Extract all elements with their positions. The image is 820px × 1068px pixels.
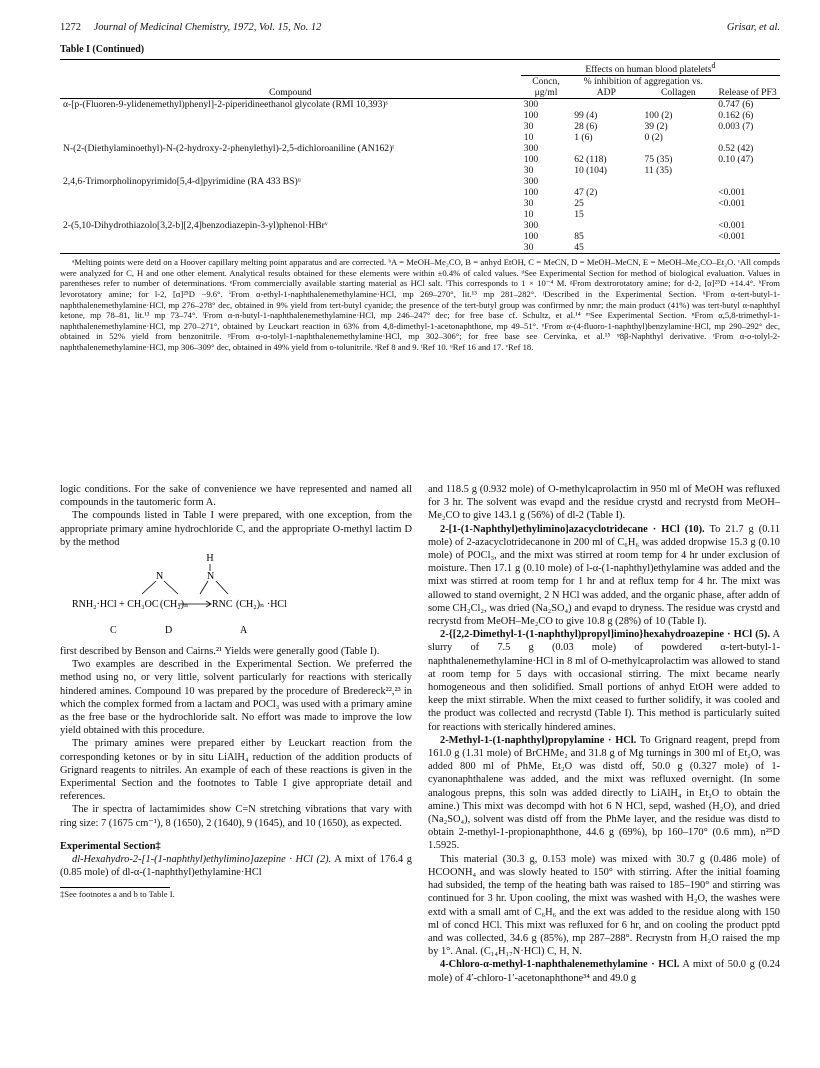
cell-adp: 10 (104) bbox=[574, 165, 607, 177]
cell-concn: 30 bbox=[523, 198, 534, 210]
cell-release: <0.001 bbox=[718, 231, 746, 243]
cell-compound bbox=[60, 209, 521, 220]
cell-compound bbox=[60, 187, 521, 198]
paragraph: Two examples are described in the Experimental Section. We preferred the method using no, or very little, solvent particularly for reactions with sterically hindered amines. Compound 10 was prepared by the procedure of Bredereck²²,²³ in which the complex formed from a lactam and POCl₃ was used with a primary amine as the free base or the hydrochloride salt. No effort was made to improve the low yield obtained with this procedure. bbox=[60, 659, 412, 737]
compound-title: 2-[1-(1-Naphthyl)ethylimino]azacyclotridecane · HCl (10). bbox=[440, 523, 705, 535]
cell-release bbox=[715, 132, 780, 143]
cell-collagen: 100 (2) bbox=[644, 110, 673, 122]
paragraph: 4-Chloro-α-methyl-1-naphthalenemethylamine · HCl. A mixt of 50.0 g (0.24 mole) of 4′-chloro-1′-acetonaphthone³⁴ and 49.0 g bbox=[428, 959, 780, 984]
cell-adp: 15 bbox=[574, 209, 584, 221]
cell-release: 0.003 (7) bbox=[718, 121, 754, 133]
paragraph: 2-{[2,2-Dimethyl-1-(1-naphthyl)propyl]imino}hexahydroazepine · HCl (5). A slurry of 7.5 g (0.03 mole) of powdered α-tert-butyl-1-naphthalenemethylamine·HCl in 8 ml of O-methylcaprolactim was allowed to stand at room temp for 5 days with occasional stirring. The mixt became nearly homogeneous and then solidified. Small portions of anhyd EtOH were added to keep the mixt stirrable. When the mixt ceased to further solidify, it was cooled and the product was collected and recrystd (Table I). This method is particularly suited for reactions with sterically hindered amines. bbox=[428, 629, 780, 733]
scheme-reactants: RNH₂·HCl + CH₃OC bbox=[72, 599, 159, 611]
paragraph: The primary amines were prepared either by Leuckart reaction from the corresponding ketones or by in situ LiAlH₄ reduction of the addition products of Grignard reagents to nitriles. An example of each of these reactions is given in the Experimental Section and the footnotes to Table I give appropriate detail and references. bbox=[60, 738, 412, 803]
cell-compound: 2,4,6-Trimorpholinopyrimido[5,4-d]pyrimidine (RA 433 BS)ᵘ bbox=[63, 176, 301, 188]
cell-concn: 30 bbox=[523, 242, 534, 254]
cell-concn: 100 bbox=[523, 110, 539, 122]
journal-citation: Journal of Medicinal Chemistry, 1972, Vol. 15, No. 12 bbox=[93, 22, 322, 33]
cell-adp: 99 (4) bbox=[574, 110, 598, 122]
col-collagen: Collagen bbox=[661, 87, 696, 99]
cell-collagen bbox=[641, 99, 715, 111]
cell-concn: 300 bbox=[523, 176, 539, 188]
paragraph: 2-[1-(1-Naphthyl)ethylimino]azacyclotridecane · HCl (10). To 21.7 g (0.11 mole) of 2-azacyclotridecanone in 200 ml of C₆H₆ was added dropwise 15.3 g (0.10 mole) of POCl₃, and the mixt was stirred at room temp for 4 hr under exclusion of moisture. Then 17.1 g (0.10 mole) of l-α-(1-naphthyl)ethylamine was added and the mixt was stirred at room temp for 1 hr and at reflux temp for 4 hr. The mixt was allowed to stand overnight, 2 N HCl was added, and the organic phase, after addn of some CH₂Cl₂, was dried (Na₂SO₄) and evapd to dryness. The residue was crystd and recrystd from MeOH–Me₂CO to give 10.8 g (28%) of 10 (Table I). bbox=[428, 523, 780, 628]
cell-compound bbox=[60, 154, 521, 165]
footnote: ‡See footnotes a and b to Table I. bbox=[60, 889, 175, 900]
cell-collagen: 75 (35) bbox=[644, 154, 673, 166]
cell-concn: 100 bbox=[523, 154, 539, 166]
cell-adp: 28 (6) bbox=[574, 121, 598, 133]
table-1 bbox=[60, 59, 780, 254]
cell-release: <0.001 bbox=[718, 198, 746, 210]
cell-concn: 300 bbox=[523, 143, 539, 155]
table-row bbox=[60, 154, 780, 165]
cell-concn: 30 bbox=[523, 121, 534, 133]
cell-compound: N-(2-(Diethylaminoethyl)-N-(2-hydroxy-2-phenylethyl)-2,5-dichloroaniline (AN162)ᵗ bbox=[63, 143, 395, 155]
cell-compound bbox=[60, 231, 521, 242]
paragraph: 2-Methyl-1-(1-naphthyl)propylamine · HCl. To Grignard reagent, prepd from 161.0 g (1.31 mole) of BrCHMe₂ and 31.8 g of Mg turnings in 300 ml of Et₂O, was added 800 ml of PhMe, Et₂O was distd off, 50.0 g (0.327 mole) of 1-cyanonaphthalene was added, and the mixt was refluxed overnight. (In some analogous prepns, this soln was added directly to LiAlH₄ in Et₂O to obtain the amine.) This mixt was decompd with hot 6 N HCl, sepd, washed (H₂O), and dried (Na₂SO₄), solvent was distd off from the PhMe layer, and the residue was distd to obtain 2-methyl-1-propionaphthone, 44.6 g (69%), bp 160–170° (0.6 mm), n²⁵D 1.5925. bbox=[428, 734, 780, 852]
cell-compound: α-[p-(Fluoren-9-ylidenemethyl)phenyl]-2-piperidineethanol glycolate (RMI 10,393)ˢ bbox=[63, 99, 388, 111]
cell-compound bbox=[60, 242, 521, 254]
cell-adp: 25 bbox=[574, 198, 584, 210]
cell-concn: 300 bbox=[523, 99, 539, 111]
scheme-h: H bbox=[206, 553, 214, 565]
cell-adp: 45 bbox=[574, 242, 584, 254]
cell-compound bbox=[60, 198, 521, 209]
cell-concn: 100 bbox=[523, 187, 539, 199]
paragraph: and 118.5 g (0.932 mole) of O-methylcaprolactim in 950 ml of MeOH was refluxed for 3 hr. The solvent was evapd and the residue crystd and recrystd from MeOH–Me₂CO to give 143.1 g (56%) of dl-2 (Table I). bbox=[428, 484, 780, 522]
paragraph: The compounds listed in Table I were prepared, with one exception, from the appropriate primary amine hydrochloride C, and the appropriate O-methyl lactim D by the method bbox=[60, 510, 412, 548]
scheme-product-ring: (CH₂)ₙ ·HCl bbox=[236, 599, 287, 611]
section-heading: Experimental Section‡ bbox=[60, 840, 161, 852]
cell-concn: 300 bbox=[523, 220, 539, 232]
compound-title: 4-Chloro-α-methyl-1-naphthalenemethylamine · HCl. bbox=[440, 959, 680, 971]
cell-collagen bbox=[641, 231, 715, 242]
page-number: 1272 bbox=[60, 22, 81, 33]
cell-adp bbox=[571, 220, 641, 231]
col-concn: Concn, μg/ml bbox=[532, 76, 560, 99]
table-row bbox=[60, 165, 780, 176]
cell-collagen: 11 (35) bbox=[644, 165, 673, 177]
authors: Grisar, et al. bbox=[726, 22, 780, 33]
cell-compound bbox=[60, 132, 521, 143]
left-column bbox=[60, 483, 412, 985]
cell-release bbox=[715, 176, 780, 187]
reaction-scheme bbox=[60, 549, 412, 645]
cell-release: <0.001 bbox=[718, 220, 746, 232]
cell-release: 0.10 (47) bbox=[718, 154, 754, 166]
paragraph: The ir spectra of lactamimides show C=N stretching vibrations that vary with ring size: 7 (1675 cm⁻¹), 8 (1650), 2 (1640), 9 (1645), and 10 (1650), as expected. bbox=[60, 804, 412, 829]
cell-collagen bbox=[641, 242, 715, 254]
cell-collagen bbox=[641, 220, 715, 231]
cell-collagen bbox=[641, 209, 715, 220]
cell-release bbox=[715, 165, 780, 176]
scheme-ring: (CH₂)ₙ bbox=[160, 599, 189, 611]
table-footnotes: ᵃMelting points were detd on a Hoover capillary melting point apparatus and are corrected. ᵇA = MeOH–Me₂CO, B = anhyd EtOH, C = MeCN, D = MeOH–MeCN, E = MeOH–Me₂CO–Et₂O. ᶜAll compds were analyzed for C, H and one other element. Analytical results obtained for these elements were within ±0.4% of calcd values. ᵈSee Experimental Section for method of biological evaluation. Values in parentheses refer to number of determinations. ᵉFrom commercially available starting material as HCl salt. ᶠThis corresponds to 1 × 10⁻⁴ M. ᵍFrom dextrorotatory amine; for d-2, [α]²⁵D +14.4°. ʰFrom levorotatory amine; for l-2, [α]²⁵D −9.6°. ⁱFrom α-ethyl-1-naphthalenemethylamine·HCl, mp 269–270°, lit.¹³ mp 281–282°. ʲDescribed in the Experimental Section. ᵏFrom α-tert-butyl-1-naphthalenemethylamine·HCl, mp 276–278° dec, obtained in 9% yield from tert-butyl cyanide; the presence of the tert-butyl group was confirmed by nmr; the main product (41%) was tert-butyl α-naphthyl ketone, mp 78–81, lit.¹³ mp 73–74°. ˡFrom α-n-butyl-1-naphthalenemethylamine·HCl, mp 246–247° dec; for free base cf. Schultz, et al.¹⁴ ᵐSee Experimental Section. ⁿFrom α,5,8-trimethyl-1-naphthalenemethylamine·HCl, mp 270–271°, obtained by Leuckart reaction in 63% from 4,8-dimethyl-1-acetonaphthone, mp 49–51°. ᵒFrom α-(4-fluoro-1-naphthyl)benzylamine·HCl, mp 290–292° dec, obtained in 52% yield from benzonitrile. ᵖFrom α-o-tolyl-1-naphthalenemethylamine·HCl, mp 302–306°; for free base see Cervinka, et al.¹⁵ ᵠ8β-Naphthyl derivative. ʳFrom α-o-tolyl-2-naphthalenemethylamine·HCl, mp 306–309° dec, obtained in 49% yield from o-tolunitrile. ˢRef 8 and 9. ᵗRef 10. ᵘRef 16 and 17. ᵛRef 18. bbox=[60, 257, 780, 352]
cell-release bbox=[715, 209, 780, 220]
cell-concn: 30 bbox=[523, 165, 534, 177]
cell-concn: 10 bbox=[523, 132, 534, 144]
running-header bbox=[60, 22, 780, 38]
table-row bbox=[60, 209, 780, 220]
cell-adp bbox=[571, 143, 641, 154]
cell-compound: 2-(5,10-Dihydrothiazolo[3,2-b][2,4]benzodiazepin-3-yl)phenol·HBrᵛ bbox=[63, 220, 328, 232]
cell-adp: 1 (6) bbox=[574, 132, 593, 144]
cell-collagen bbox=[641, 143, 715, 154]
scheme-label-c: C bbox=[110, 625, 117, 637]
group-header: Effects on human blood platelets$^d$ bbox=[521, 60, 780, 76]
cell-collagen bbox=[641, 187, 715, 198]
cell-adp bbox=[571, 176, 641, 187]
cell-concn: 100 bbox=[523, 231, 539, 243]
table-row bbox=[60, 220, 780, 231]
table-row bbox=[60, 242, 780, 254]
cell-adp: 62 (118) bbox=[574, 154, 607, 166]
cell-adp bbox=[571, 99, 641, 111]
compound-title: 2-{[2,2-Dimethyl-1-(1-naphthyl)propyl]imino}hexahydroazepine · HCl (5). bbox=[440, 629, 770, 641]
cell-release: 0.747 (6) bbox=[718, 99, 754, 111]
cell-collagen: 39 (2) bbox=[644, 121, 668, 133]
col-release: Release of PF3 bbox=[718, 87, 777, 99]
scheme-label-a: A bbox=[240, 625, 248, 637]
scheme-n1: N bbox=[156, 571, 164, 583]
cell-collagen: 0 (2) bbox=[644, 132, 663, 144]
cell-compound bbox=[60, 121, 521, 132]
cell-release bbox=[715, 242, 780, 254]
table-row bbox=[60, 198, 780, 209]
cell-release: <0.001 bbox=[718, 187, 746, 199]
scheme-label-d: D bbox=[165, 625, 173, 637]
cell-release: 0.162 (6) bbox=[718, 110, 754, 122]
table-row bbox=[60, 143, 780, 154]
table-caption: Table I (Continued) bbox=[60, 44, 145, 55]
paragraph: logic conditions. For the sake of convenience we have represented and named all compounds in the tautomeric form A. bbox=[60, 484, 412, 509]
table-row bbox=[60, 176, 780, 187]
cell-collagen bbox=[641, 198, 715, 209]
paragraph: This material (30.3 g, 0.153 mole) was mixed with 30.7 g (0.486 mole) of HCOONH₄ and was slowly heated to 150° with stirring. After the initial foaming had subsided, the temp of the heating bath was raised to 185–190° and stirring was continued for 3 hr. Upon cooling, the mixt was washed with H₂O, the washes were extd with a small amt of C₆H₆ and the ext was added to the residue along with 150 ml of concd HCl. This mixt was refluxed for 6 hr, and on cooling the product pptd and was collected, 34.6 g (85%), mp 287–288°. Recrystn from H₂O raised the mp by 1°. Anal. (C₁₄H₁₇N·HCl) C, H, N. bbox=[428, 853, 780, 958]
paragraph: dl-Hexahydro-2-[1-(1-naphthyl)ethylimino]azepine · HCl (2). A mixt of 176.4 g (0.85 mole) of dl-α-(1-naphthyl)ethylamine·HCl bbox=[60, 854, 412, 879]
cell-adp: 85 bbox=[574, 231, 584, 243]
right-column bbox=[428, 483, 780, 985]
col-compound: Compound bbox=[269, 87, 312, 99]
table-row bbox=[60, 132, 780, 143]
table-row bbox=[60, 187, 780, 198]
col-adp: ADP bbox=[596, 87, 616, 99]
paragraph: first described by Benson and Cairns.²¹ Yields were generally good (Table I). bbox=[60, 646, 380, 658]
cell-compound bbox=[60, 165, 521, 176]
table-row bbox=[60, 121, 780, 132]
cell-compound bbox=[60, 110, 521, 121]
scheme-n2: N bbox=[207, 571, 215, 583]
cell-concn: 10 bbox=[523, 209, 534, 221]
cell-collagen bbox=[641, 176, 715, 187]
cell-adp: 47 (2) bbox=[574, 187, 598, 199]
table-row bbox=[60, 99, 780, 111]
cell-release: 0.52 (42) bbox=[718, 143, 754, 155]
table-row bbox=[60, 231, 780, 242]
compound-title: 2-Methyl-1-(1-naphthyl)propylamine · HCl. bbox=[440, 734, 637, 746]
col-inhibition: % inhibition of aggregation vs. bbox=[583, 76, 703, 88]
table-row bbox=[60, 110, 780, 121]
reaction-scheme-svg bbox=[60, 549, 412, 645]
scheme-product: RNC bbox=[212, 599, 233, 611]
compound-title: dl-Hexahydro-2-[1-(1-naphthyl)ethylimino]azepine · HCl (2). bbox=[72, 854, 332, 866]
